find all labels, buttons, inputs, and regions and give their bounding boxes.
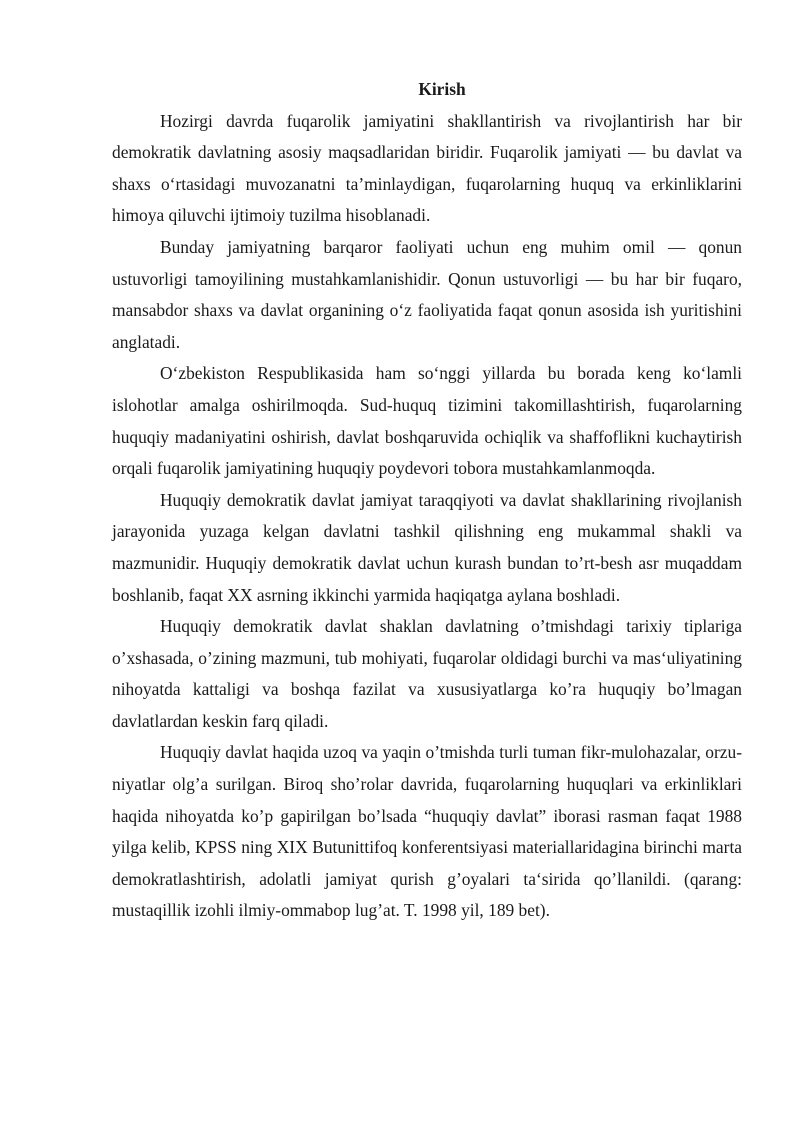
paragraph-4: Huquqiy demokratik davlat jamiyat taraqqiyoti va davlat shakllarining rivojlanish jarayonida yuzaga kelgan davlatni tashkil qilishning eng mukammal shakli va mazmunidir. Huquqiy demokratik davlat uchun kurash bundan to’rt-besh asr muqaddam boshlanib, faqat XX asrning ikkinchi yarmida haqiqatga aylana boshladi.	[112, 489, 742, 605]
paragraph-2: Bunday jamiyatning barqaror faoliyati uchun eng muhim omil — qonun ustuvorligi tamoyilining mustahkamlanishidir. Qonun ustuvorligi — bu har bir fuqaro, mansabdor shaxs va davlat organining o‘z faoliyatida faqat qonun asosida ish yuritishini anglatadi.	[112, 236, 742, 352]
document-title: Kirish	[418, 79, 466, 99]
paragraph-3: O‘zbekiston Respublikasida ham so‘nggi yillarda bu borada keng ko‘lamli islohotlar amalga oshirilmoqda. Sud-huquq tizimini takomillashtirish, fuqarolarning huquqiy madaniyatini oshirish, davlat boshqaruvida ochiqlik va shaffoflikni kuchaytirish orqali fuqarolik jamiyatining huquqiy poydevori tobora mustahkamlanmoqda.	[112, 363, 742, 479]
paragraph-6: Huquqiy davlat haqida uzoq va yaqin o’tmishda turli tuman fikr-mulohazalar, orzu-niyatlar olg’a surilgan. Biroq sho’rolar davrida, fuqarolarning huquqlari va erkinliklari haqida nihoyatda ko’p gapirilgan bo’lsada “huquqiy davlat” iborasi rasman faqat 1988 yilga kelib, KPSS ning XIX Butunittifoq konferentsiyasi materiallaridagina birinchi marta demokratlashtirish, adolatli jamiyat qurish g’oyalari ta‘sirida qo’llanildi. (qarang: mustaqillik izohli ilmiy-ommabop lug’at. T. 1998 yil, 189 bet).	[112, 742, 742, 921]
document-body	[112, 74, 742, 927]
paragraph-1: Hozirgi davrda fuqarolik jamiyatini shakllantirish va rivojlantirish har bir demokratik davlatning asosiy maqsadlaridan biridir. Fuqarolik jamiyati — bu davlat va shaxs o‘rtasidagi muvozanatni ta’minlaydigan, fuqarolarning huquq va erkinliklarini himoya qiluvchi ijtimoiy tuzilma hisoblanadi.	[112, 110, 742, 226]
paragraph-5: Huquqiy demokratik davlat shaklan davlatning o’tmishdagi tarixiy tiplariga o’xshasada, o’zining mazmuni, tub mohiyati, fuqarolar oldidagi burchi va mas‘uliyatining nihoyatda kattaligi va boshqa fazilat va xususiyatlarga ko’ra huquqiy bo’lmagan davlatlardan keskin farq qiladi.	[112, 616, 742, 731]
